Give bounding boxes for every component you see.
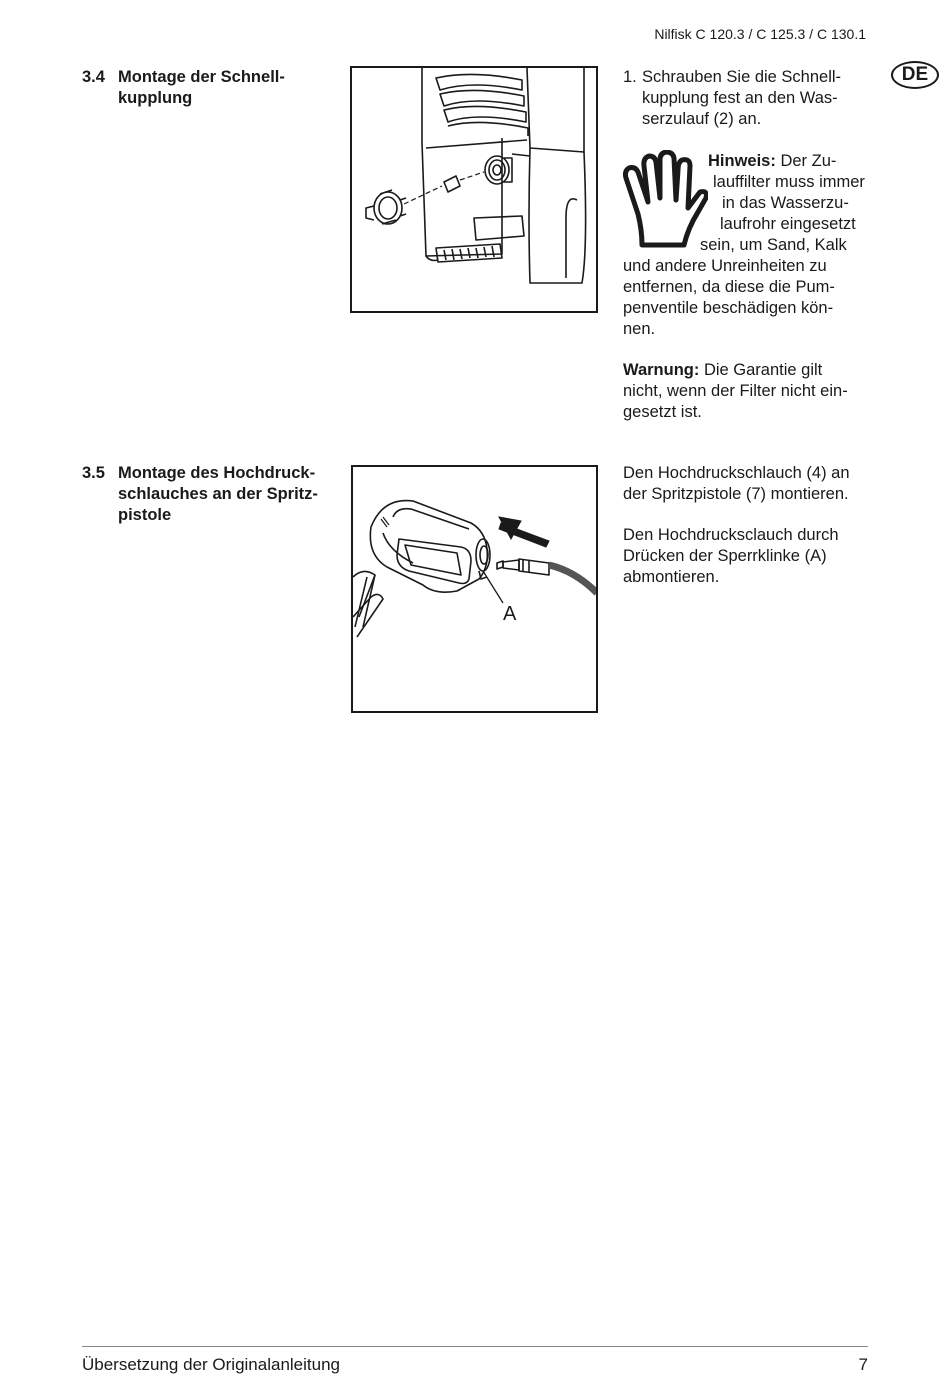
section-35-paragraph-1 (623, 463, 868, 505)
footer-translation-note: Übersetzung der Originalanleitung (82, 1355, 340, 1374)
note-line: sein, um Sand, Kalk (700, 236, 847, 254)
hand-note-icon (618, 150, 708, 250)
note-label: Hinweis: (708, 152, 776, 170)
section-34-title (118, 67, 333, 109)
section-35-title (118, 463, 333, 526)
warning-first-text: Die Garantie gilt (699, 361, 823, 379)
section-35-number: 3.5 (82, 464, 105, 482)
step-number: 1. (623, 68, 637, 86)
step-text-line: serzulauf (2) an. (642, 110, 762, 128)
warning-first-line (623, 360, 868, 381)
header-model-line: Nilfisk C 120.3 / C 125.3 / C 130.1 (654, 26, 866, 42)
note-line: in das Wasserzu- (722, 194, 849, 212)
para-line: der Spritzpistole (7) montieren. (623, 485, 849, 503)
note-line: entfernen, da diese die Pum- (623, 278, 835, 296)
figure-label-a: A (503, 603, 517, 625)
para-line: Den Hochdrucksclauch durch (623, 526, 839, 544)
section-35-title-line: schlauches an der Spritz- (118, 485, 318, 503)
spray-gun-illustration (353, 467, 596, 711)
warning-line: gesetzt ist. (623, 403, 702, 421)
footer-divider (82, 1346, 868, 1347)
figure-spray-gun-hose (351, 465, 598, 713)
section-35-paragraph-2 (623, 525, 868, 588)
note-line: lauffilter muss immer (713, 173, 865, 191)
section-34-number: 3.4 (82, 68, 105, 86)
note-line: und andere Unreinheiten zu (623, 257, 827, 275)
section-34-title-line: Montage der Schnell- (118, 68, 285, 86)
note-first-text: Der Zu- (775, 152, 837, 170)
page-number: 7 (858, 1355, 868, 1374)
warning-paragraph (623, 360, 868, 423)
warning-line: nicht, wenn der Filter nicht ein- (623, 382, 848, 400)
note-first-line (708, 151, 836, 172)
section-34-title-line: kupplung (118, 89, 193, 107)
note-line: nen. (623, 320, 656, 338)
section-35-title-line: Montage des Hochdruck- (118, 464, 316, 482)
section-35-title-line: pistole (118, 506, 172, 524)
note-line: penventile beschädigen kön- (623, 299, 834, 317)
machine-coupling-illustration (352, 68, 596, 311)
para-line: Drücken der Sperrklinke (A) (623, 547, 827, 565)
para-line: abmontieren. (623, 568, 720, 586)
figure-quick-coupling (350, 66, 598, 313)
step-text-line: kupplung fest an den Was- (642, 89, 838, 107)
step-text-line: Schrauben Sie die Schnell- (642, 68, 842, 86)
step-text (642, 67, 862, 130)
warning-label: Warnung: (623, 361, 700, 379)
para-line: Den Hochdruckschlauch (4) an (623, 464, 850, 482)
language-badge: DE (891, 61, 939, 89)
note-line: laufrohr eingesetzt (720, 215, 856, 233)
